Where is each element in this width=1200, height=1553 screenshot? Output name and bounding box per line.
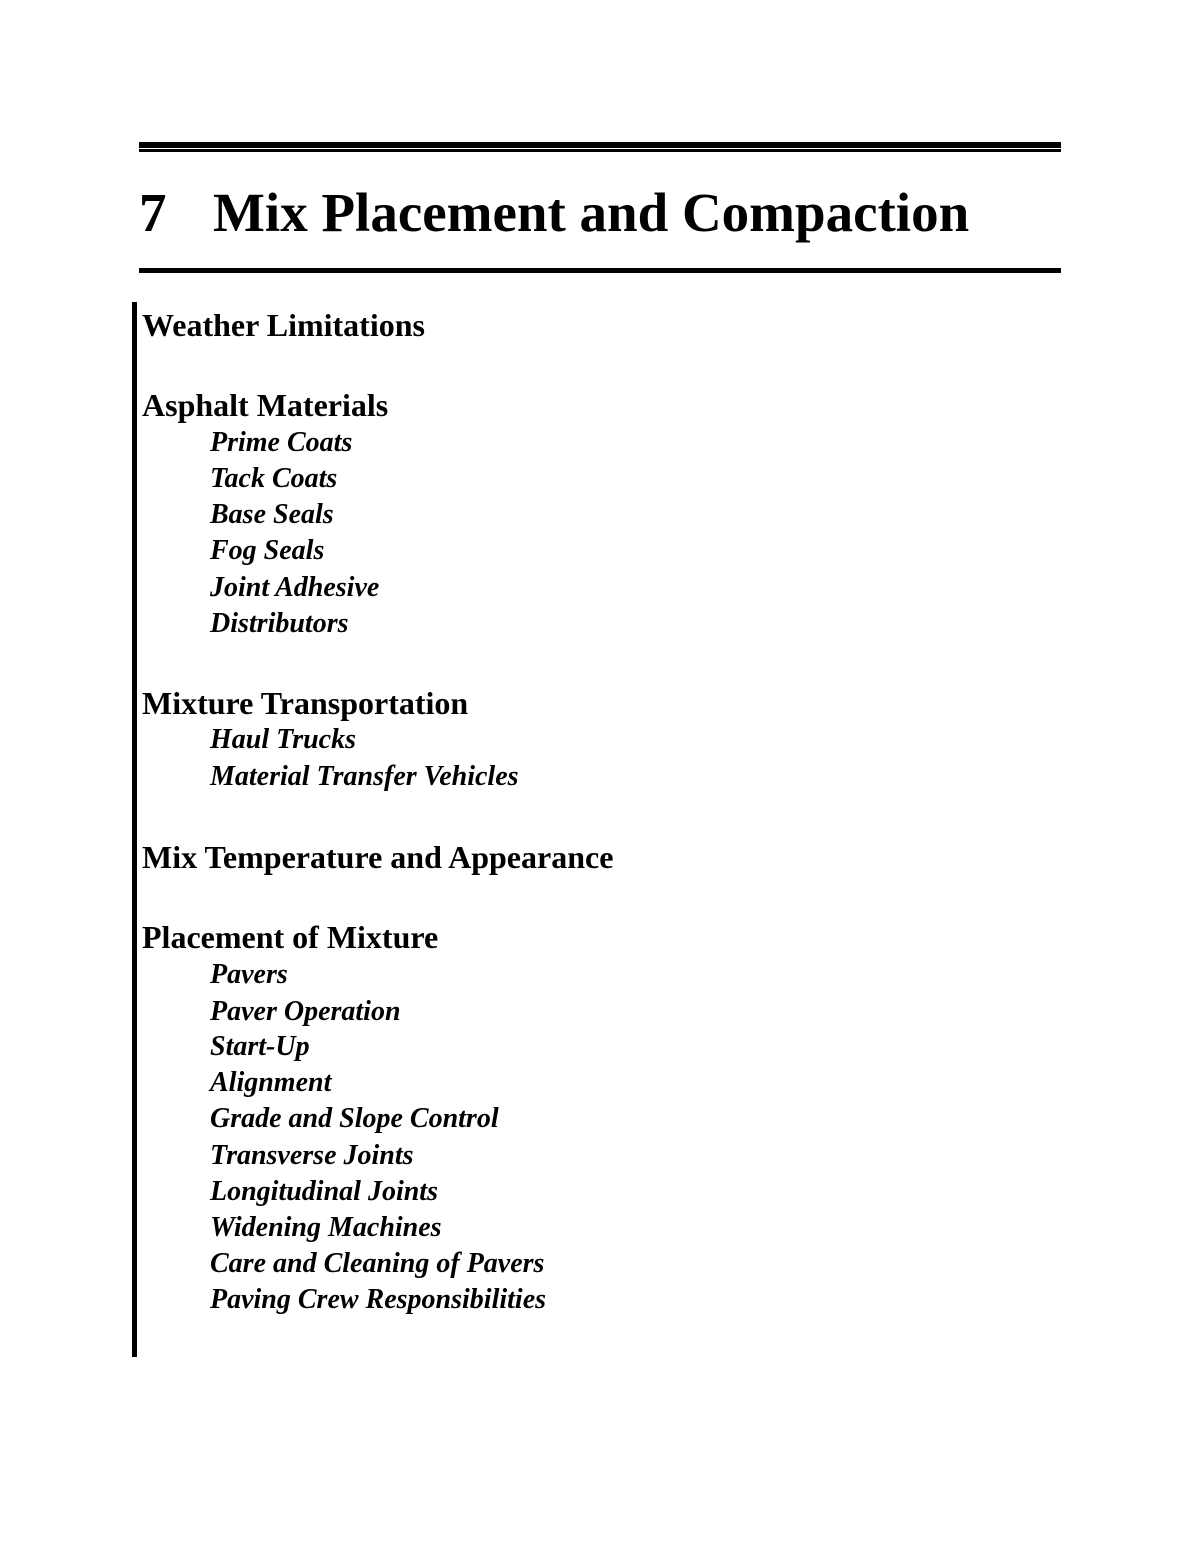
subitem-distributors: Distributors xyxy=(210,608,349,639)
subitem-joint-adhesive: Joint Adhesive xyxy=(210,572,380,603)
chapter-title-text: Mix Placement and Compaction xyxy=(213,182,970,243)
chapter-title xyxy=(139,178,969,248)
section-mix-temperature: Mix Temperature and Appearance xyxy=(142,839,614,875)
section-weather-limitations: Weather Limitations xyxy=(142,307,425,343)
chapter-number: 7 xyxy=(139,182,167,243)
subitem-alignment: Alignment xyxy=(210,1067,332,1098)
subitem-transverse-joints: Transverse Joints xyxy=(210,1140,414,1171)
subitem-tack-coats: Tack Coats xyxy=(210,463,338,494)
subitem-start-up: Start-Up xyxy=(210,1031,310,1062)
subitem-haul-trucks: Haul Trucks xyxy=(210,724,356,755)
subitem-care-and-cleaning: Care and Cleaning of Pavers xyxy=(210,1248,545,1279)
subitem-paver-operation: Paver Operation xyxy=(210,996,401,1027)
header-rule-thick xyxy=(139,142,1061,148)
subitem-base-seals: Base Seals xyxy=(210,499,334,530)
change-bar xyxy=(132,302,137,1357)
section-mixture-transportation: Mixture Transportation xyxy=(142,685,469,721)
subitem-grade-and-slope-control: Grade and Slope Control xyxy=(210,1103,499,1134)
header-rule-thin xyxy=(139,149,1061,152)
section-asphalt-materials: Asphalt Materials xyxy=(142,387,389,423)
subitem-fog-seals: Fog Seals xyxy=(210,535,325,566)
subitem-prime-coats: Prime Coats xyxy=(210,427,353,458)
subitem-paving-crew-responsibilities: Paving Crew Responsibilities xyxy=(210,1284,547,1315)
subitem-pavers: Pavers xyxy=(210,959,288,990)
subitem-longitudinal-joints: Longitudinal Joints xyxy=(210,1176,438,1207)
section-placement-of-mixture: Placement of Mixture xyxy=(142,919,439,955)
subitem-widening-machines: Widening Machines xyxy=(210,1212,442,1243)
header-rule-bottom xyxy=(139,268,1061,273)
subitem-material-transfer-vehicles: Material Transfer Vehicles xyxy=(210,761,519,792)
